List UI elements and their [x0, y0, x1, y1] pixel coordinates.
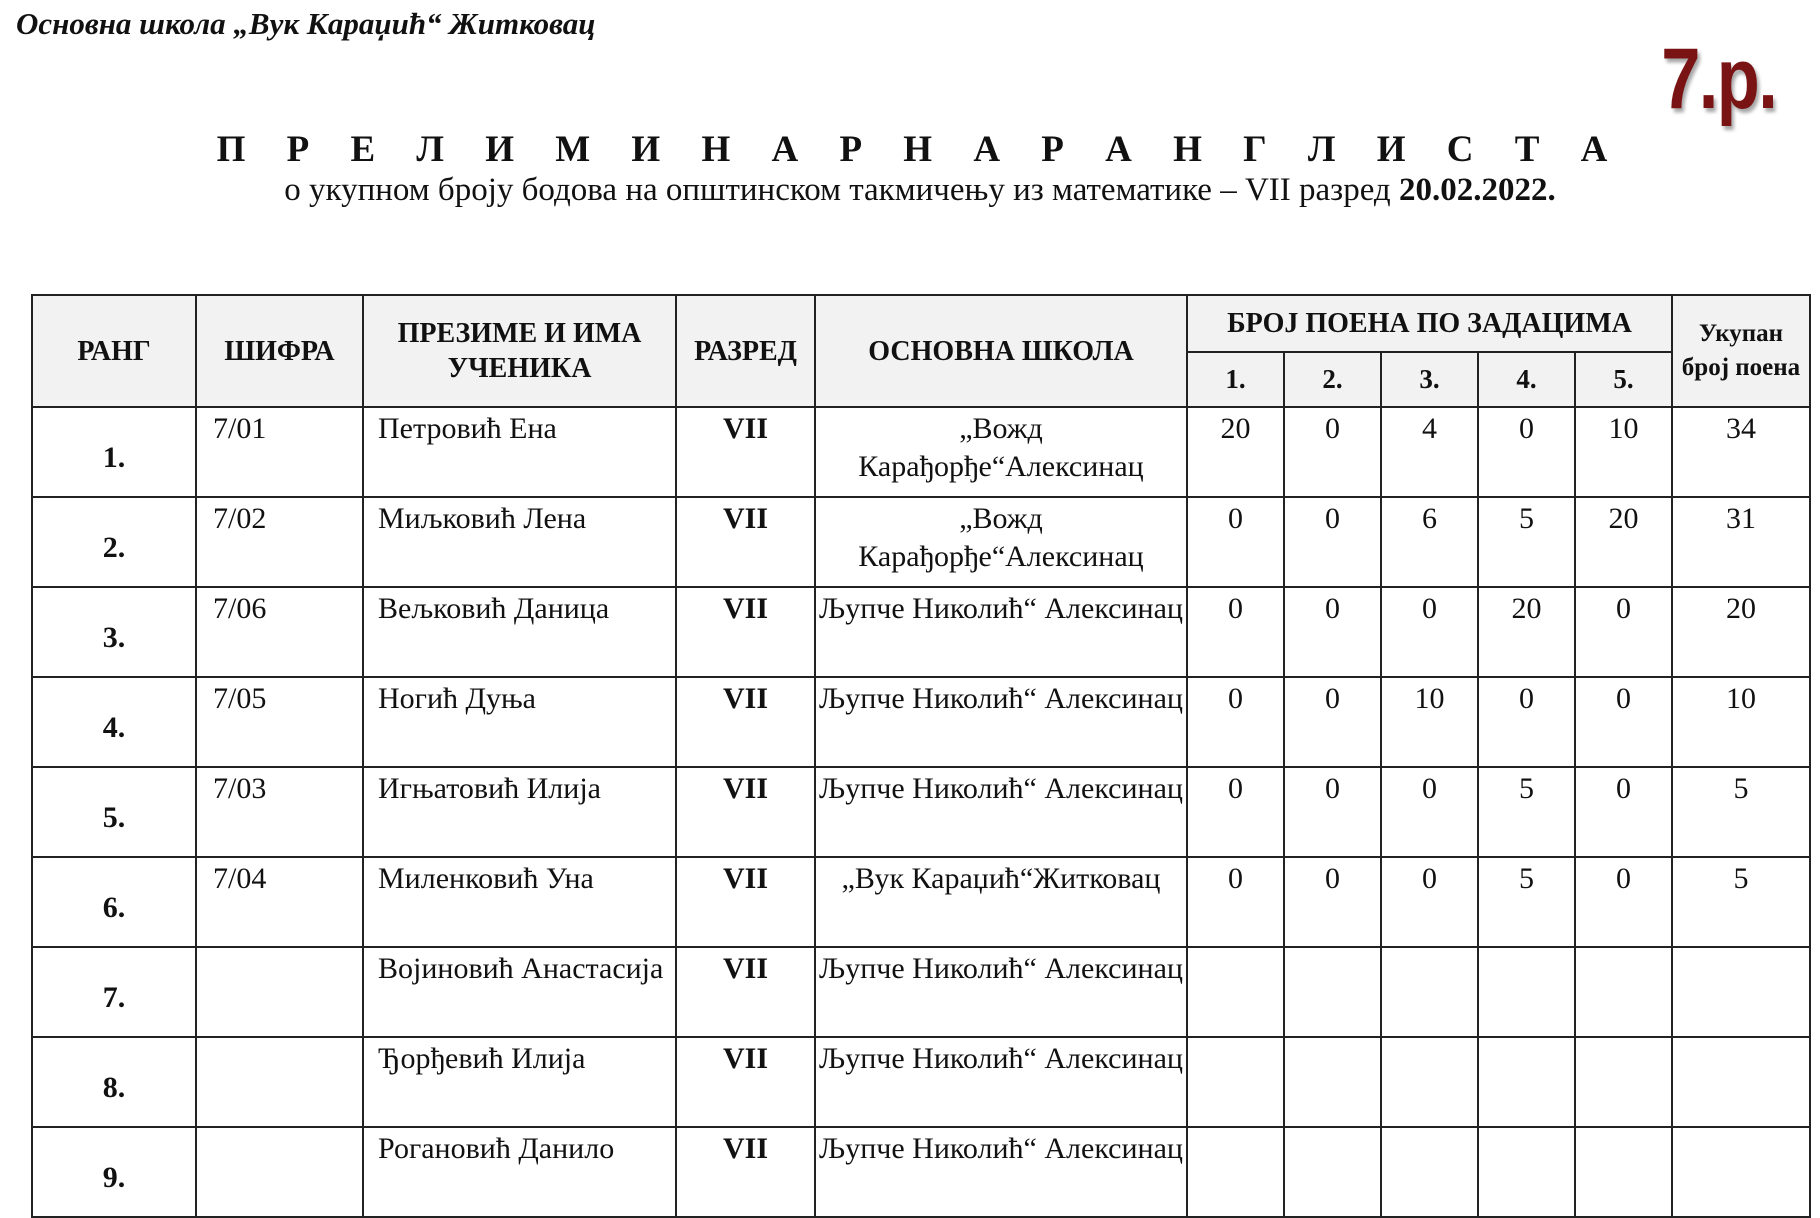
cell-rank: 2. [32, 497, 196, 587]
cell-school: Љупче Николић“ Алексинац [815, 767, 1187, 857]
cell-task-2: 0 [1284, 497, 1381, 587]
cell-task-3: 6 [1381, 497, 1478, 587]
cell-task-5: 0 [1575, 767, 1672, 857]
cell-task-1: 0 [1187, 857, 1284, 947]
cell-task-4 [1478, 1127, 1575, 1217]
cell-school: Љупче Николић“ Алексинац [815, 587, 1187, 677]
header-rank: РАНГ [32, 295, 196, 407]
cell-school: „Вожд Карађорђе“Алексинац [815, 497, 1187, 587]
cell-student-name: Игњатовић Илија [363, 767, 676, 857]
cell-rank: 4. [32, 677, 196, 767]
header-task-4: 4. [1478, 352, 1575, 407]
cell-task-2 [1284, 1037, 1381, 1127]
cell-task-5 [1575, 1127, 1672, 1217]
cell-task-1 [1187, 1037, 1284, 1127]
cell-task-1: 0 [1187, 677, 1284, 767]
cell-task-1 [1187, 1127, 1284, 1217]
cell-grade: VII [676, 587, 815, 677]
cell-task-4 [1478, 947, 1575, 1037]
cell-task-4: 5 [1478, 497, 1575, 587]
table-row [32, 407, 1810, 497]
cell-task-2: 0 [1284, 587, 1381, 677]
table-row [32, 947, 1810, 1037]
cell-total [1672, 947, 1810, 1037]
cell-task-1: 0 [1187, 497, 1284, 587]
cell-code: 7/06 [196, 587, 363, 677]
cell-total: 5 [1672, 857, 1810, 947]
header-task-3: 3. [1381, 352, 1478, 407]
cell-code [196, 1037, 363, 1127]
cell-task-3: 0 [1381, 587, 1478, 677]
cell-rank: 6. [32, 857, 196, 947]
cell-task-5 [1575, 947, 1672, 1037]
header-task-2: 2. [1284, 352, 1381, 407]
cell-task-3 [1381, 1127, 1478, 1217]
cell-task-3 [1381, 947, 1478, 1037]
cell-code: 7/05 [196, 677, 363, 767]
cell-task-2: 0 [1284, 857, 1381, 947]
table-row [32, 1037, 1810, 1127]
table-row [32, 857, 1810, 947]
header-school: ОСНОВНА ШКОЛА [815, 295, 1187, 407]
cell-task-4: 0 [1478, 677, 1575, 767]
cell-grade: VII [676, 1037, 815, 1127]
cell-rank: 9. [32, 1127, 196, 1217]
cell-task-5: 0 [1575, 587, 1672, 677]
cell-task-1: 0 [1187, 587, 1284, 677]
cell-rank: 8. [32, 1037, 196, 1127]
header-code: ШИФРА [196, 295, 363, 407]
cell-grade: VII [676, 857, 815, 947]
cell-task-1 [1187, 947, 1284, 1037]
cell-code [196, 947, 363, 1037]
cell-student-name: Војиновић Анастасија [363, 947, 676, 1037]
cell-school: Љупче Николић“ Алексинац [815, 1127, 1187, 1217]
cell-total: 34 [1672, 407, 1810, 497]
cell-task-2: 0 [1284, 407, 1381, 497]
document-subtitle [0, 172, 1820, 209]
cell-grade: VII [676, 947, 815, 1037]
cell-task-4: 0 [1478, 407, 1575, 497]
cell-task-3: 0 [1381, 767, 1478, 857]
cell-student-name: Вељковић Даница [363, 587, 676, 677]
cell-task-4: 5 [1478, 857, 1575, 947]
cell-grade: VII [676, 497, 815, 587]
rank-table [31, 294, 1811, 1218]
cell-task-1: 0 [1187, 767, 1284, 857]
school-header: Основна школа „Вук Караџић“ Житковац [16, 6, 596, 41]
cell-school: „Вук Караџић“Житковац [815, 857, 1187, 947]
subtitle-date: 20.02.2022. [1398, 172, 1556, 208]
cell-task-5: 0 [1575, 677, 1672, 767]
header-student-name: ПРЕЗИМЕ И ИМА УЧЕНИКА [363, 295, 676, 407]
grade-badge: 7.р. [1661, 31, 1776, 127]
cell-task-5: 20 [1575, 497, 1672, 587]
cell-task-2 [1284, 1127, 1381, 1217]
table-row [32, 767, 1810, 857]
cell-grade: VII [676, 767, 815, 857]
cell-task-2 [1284, 947, 1381, 1037]
cell-task-3: 4 [1381, 407, 1478, 497]
cell-code [196, 1127, 363, 1217]
cell-school: Љупче Николић“ Алексинац [815, 947, 1187, 1037]
cell-grade: VII [676, 1127, 815, 1217]
cell-school: „Вожд Карађорђе“Алексинац [815, 407, 1187, 497]
cell-rank: 3. [32, 587, 196, 677]
cell-total: 20 [1672, 587, 1810, 677]
cell-task-5: 10 [1575, 407, 1672, 497]
cell-task-4 [1478, 1037, 1575, 1127]
cell-task-3 [1381, 1037, 1478, 1127]
cell-grade: VII [676, 407, 815, 497]
cell-code: 7/02 [196, 497, 363, 587]
cell-task-4: 5 [1478, 767, 1575, 857]
table-row [32, 1127, 1810, 1217]
cell-student-name: Рогановић Данило [363, 1127, 676, 1217]
table-row [32, 587, 1810, 677]
cell-student-name: Миленковић Уна [363, 857, 676, 947]
table-row [32, 677, 1810, 767]
cell-code: 7/01 [196, 407, 363, 497]
cell-grade: VII [676, 677, 815, 767]
subtitle-text: о укупном броју бодова на општинском такмичењу из математике – VII разред [284, 172, 1399, 208]
cell-student-name: Ногић Дуња [363, 677, 676, 767]
table-row [32, 497, 1810, 587]
cell-code: 7/04 [196, 857, 363, 947]
cell-task-3: 10 [1381, 677, 1478, 767]
cell-total [1672, 1127, 1810, 1217]
cell-task-2: 0 [1284, 767, 1381, 857]
cell-total: 10 [1672, 677, 1810, 767]
cell-total: 5 [1672, 767, 1810, 857]
cell-student-name: Петровић Ена [363, 407, 676, 497]
header-task-5: 5. [1575, 352, 1672, 407]
document-title: П Р Е Л И М И Н А Р Н А Р А Н Г Л И С Т А [216, 129, 1624, 170]
cell-code: 7/03 [196, 767, 363, 857]
cell-rank: 1. [32, 407, 196, 497]
cell-task-3: 0 [1381, 857, 1478, 947]
cell-task-5: 0 [1575, 857, 1672, 947]
cell-student-name: Ђорђевић Илија [363, 1037, 676, 1127]
cell-school: Љупче Николић“ Алексинац [815, 1037, 1187, 1127]
header-task-1: 1. [1187, 352, 1284, 407]
header-grade: РАЗРЕД [676, 295, 815, 407]
cell-total: 31 [1672, 497, 1810, 587]
cell-total [1672, 1037, 1810, 1127]
header-total: Укупан број поена [1672, 295, 1810, 407]
header-points-group: БРОЈ ПОЕНА ПО ЗАДАЦИМА [1187, 295, 1672, 352]
cell-task-5 [1575, 1037, 1672, 1127]
cell-task-1: 20 [1187, 407, 1284, 497]
cell-task-2: 0 [1284, 677, 1381, 767]
cell-school: Љупче Николић“ Алексинац [815, 677, 1187, 767]
cell-rank: 5. [32, 767, 196, 857]
cell-student-name: Миљковић Лена [363, 497, 676, 587]
cell-rank: 7. [32, 947, 196, 1037]
cell-task-4: 20 [1478, 587, 1575, 677]
